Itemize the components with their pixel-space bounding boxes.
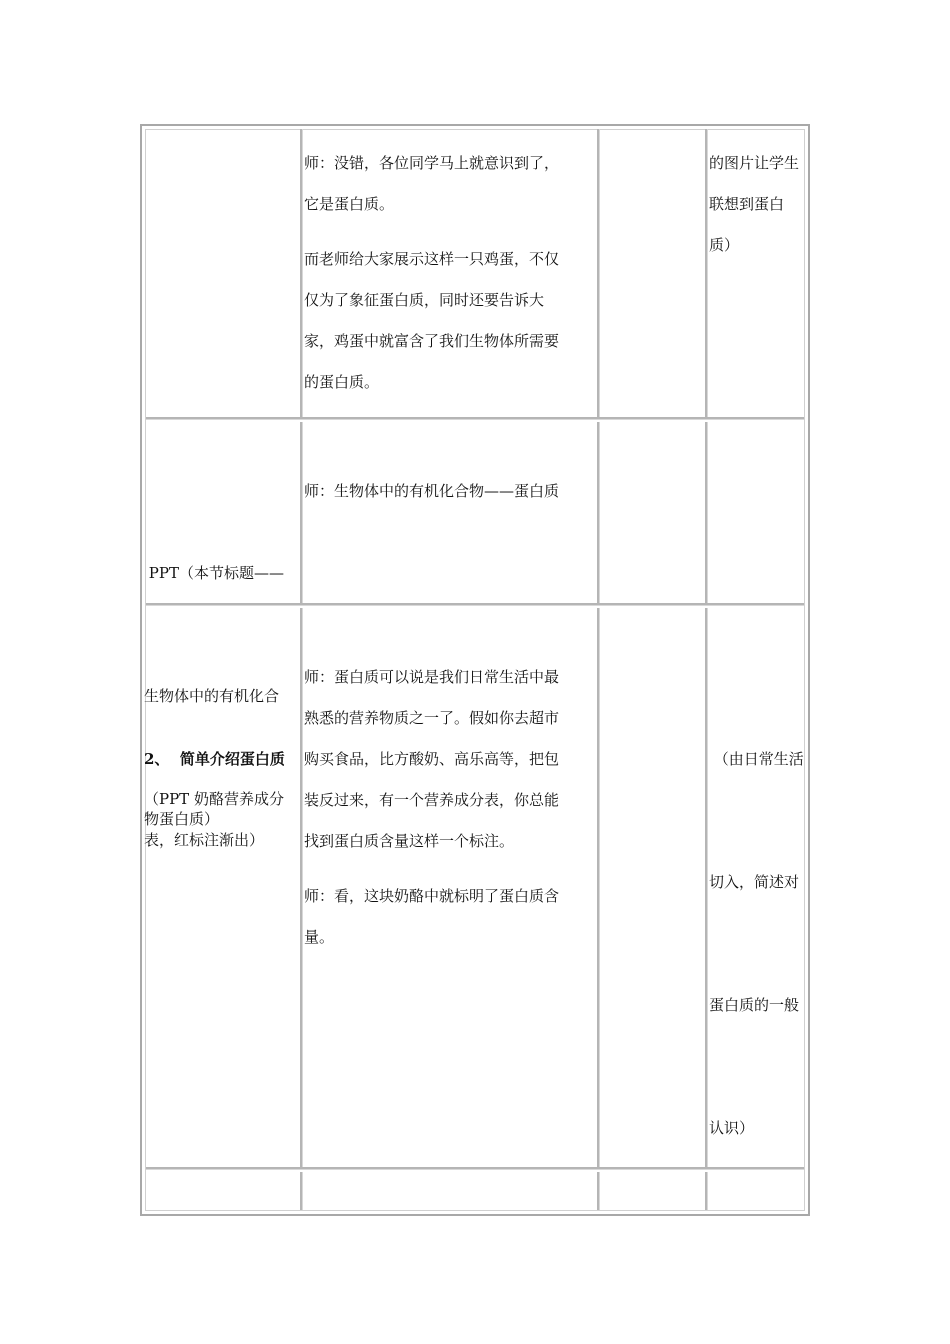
text-line: 的蛋白质。 <box>304 373 380 391</box>
col-divider-1 <box>300 129 303 417</box>
text-line: 装反过来，有一个营养成分表，你总能 <box>304 791 560 809</box>
text-line: PPT（本节标题—— <box>144 564 284 582</box>
text-line: 切入，简述对 <box>709 873 800 891</box>
text-line: 仅为了象征蛋白质，同时还要告诉大 <box>304 291 545 309</box>
text-line: 而老师给大家展示这样一只鸡蛋，不仅 <box>304 250 560 268</box>
col-divider-2 <box>597 1172 600 1210</box>
text-line: 量。 <box>304 928 335 946</box>
text-line: 联想到蛋白 <box>709 195 785 213</box>
row2-teacher-speech <box>304 471 596 512</box>
col-divider-2 <box>597 608 600 1167</box>
text-line: 表，红标注渐出） <box>144 831 265 849</box>
row3-design-note <box>709 657 809 1190</box>
col-divider-3 <box>705 129 708 417</box>
text-line: （PPT 奶酪营养成分 <box>144 790 284 808</box>
text-line: 家，鸡蛋中就富含了我们生物体所需要 <box>304 332 560 350</box>
col-divider-3 <box>705 422 708 603</box>
text-line: 质） <box>709 236 740 254</box>
text-line: 师：看，这块奶酪中就标明了蛋白质含 <box>304 887 560 905</box>
row3-teacher-speech <box>304 657 596 958</box>
col-divider-2 <box>597 422 600 603</box>
row3-ppt-note <box>144 779 302 861</box>
text-line: 它是蛋白质。 <box>304 195 395 213</box>
text-line: 师：没错，各位同学马上就意识到了， <box>304 154 560 172</box>
col-divider-1 <box>300 1172 303 1210</box>
text-line: （由日常生活 <box>709 750 804 768</box>
col-divider-3 <box>705 1172 708 1210</box>
text-line: 师：生物体中的有机化合物——蛋白质 <box>304 482 560 500</box>
text-line: 熟悉的营养物质之一了。假如你去超市 <box>304 709 560 727</box>
text-line: 物蛋白质） <box>144 810 220 828</box>
text-line: 认识） <box>709 1119 755 1137</box>
text-line: 找到蛋白质含量这样一个标注。 <box>304 832 515 850</box>
text-line: 购买食品，比方酸奶、高乐高等，把包 <box>304 750 560 768</box>
text-line: 生物体中的有机化合 <box>144 687 280 705</box>
row-divider-3 <box>146 1167 804 1170</box>
row-divider-1 <box>146 417 804 420</box>
row1-teacher-speech <box>304 143 596 403</box>
col-divider-2 <box>597 129 600 417</box>
section-heading: 2、 简单介绍蛋白质 <box>144 750 285 768</box>
col-divider-3 <box>705 608 708 1167</box>
row1-design-note <box>709 143 809 266</box>
text-line: 蛋白质的一般 <box>709 996 800 1014</box>
text-line: 的图片让学生 <box>709 154 800 172</box>
text-line: 师：蛋白质可以说是我们日常生活中最 <box>304 668 560 686</box>
